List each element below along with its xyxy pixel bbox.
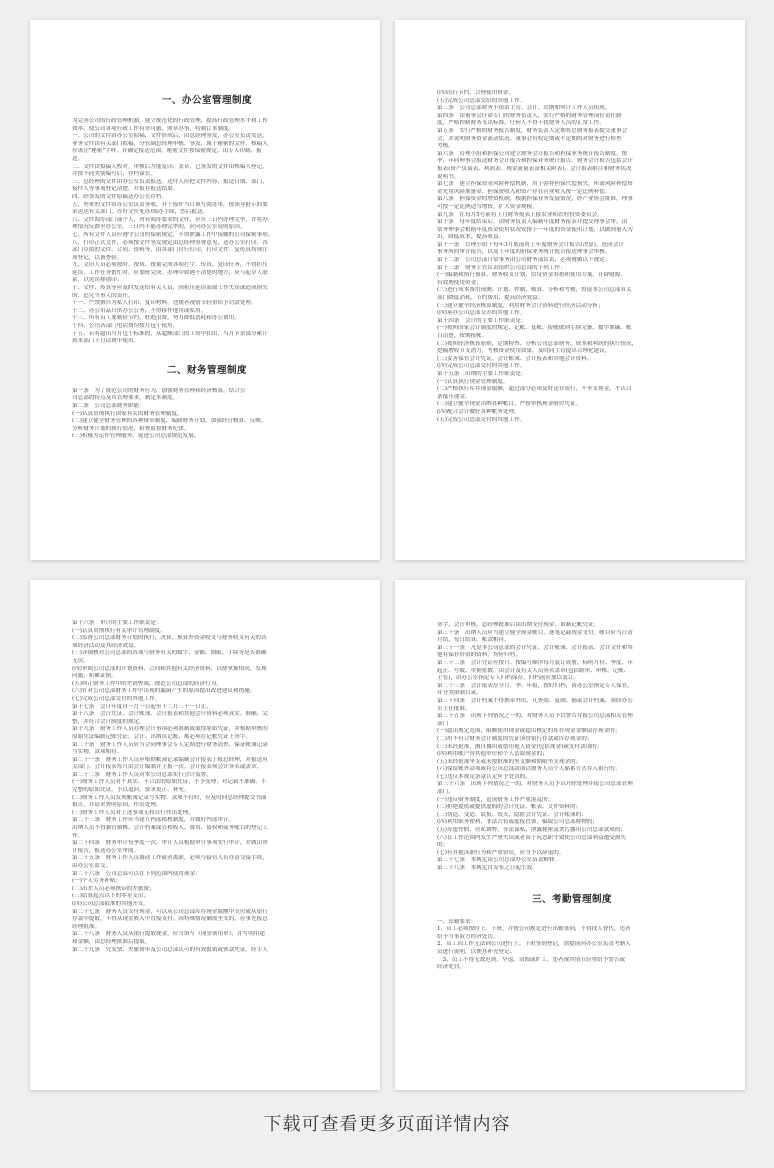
text-line: 第三条 公司总部财务小组由主管、会计、出纳和审计工作人员组成。 <box>437 105 611 112</box>
text-line: 计报告，报送办公室审阅。 <box>72 847 140 854</box>
text-line: 十五、若有超出当月包干标准的，从超额部门的工资中扣出，当月节余部分累计 <box>72 330 268 337</box>
document-page-1 <box>30 20 380 560</box>
text-line: (二)出差人员必须携带的差旅费； <box>72 885 155 892</box>
document-page-2 <box>395 20 745 560</box>
text-line: 第三十三条 会计报表应分月、季、年报，按时归档，由办公室指定专人保管， <box>437 682 633 689</box>
text-line: 并按不同类别编号后，存档保管。 <box>72 171 156 178</box>
text-line: (一)财务工作人员对不真实、不合法的原始凭证，不予受理；对记载不准确、不 <box>72 779 267 786</box>
text-line: 第三十五条 出现下列情况之一的，对财务人员予以警告并报公司总部相关管理 <box>437 713 633 720</box>
page-content <box>437 580 707 1090</box>
text-line: (三)建立健全现金出纳各种帐目，严格审核现金收付凭证。 <box>437 401 582 408</box>
text-line: 目清楚、按期报帐。 <box>437 333 488 339</box>
text-line: 第一条 为了规范公司的财务行为，加强财务管理和经济核算，结合公 <box>72 387 246 394</box>
text-line: 存款中提取，不得从现金收入中直接支付。因特殊情况确需坐支的，应事先报总 <box>72 916 268 923</box>
text-line: 有效地使用资金； <box>437 279 482 286</box>
text-line: (一)超出规定范围，限额使用现金或超出核定的库存现金金额留存现金的； <box>437 728 621 735</box>
text-line: (三)财务工作人员对上述事项无权自行作出处理。 <box>72 809 194 816</box>
text-line: 第三十四条 会计档案不得携带外出，凡查阅、复制、摘录会计档案，须经办公 <box>437 697 633 704</box>
text-line: 第六条 管理小组和担保公司建立财务会计报告和担保业务统计报告制度，按 <box>437 150 628 157</box>
text-line: 第十四条 会计的主要工作职责是： <box>437 317 527 324</box>
text-line: 经理批准。 <box>72 923 100 930</box>
text-line: 五、外来的文件由办公室负责签收，并于接件当日填写阅办单，按领导批示的要 <box>72 201 268 208</box>
text-line: 员进行说明，以便其补充登记。 <box>437 948 516 955</box>
text-line: 延误。工作任务繁忙时，应加班完成。办理中如遇不清楚的地方，应与起草人联 <box>72 269 268 276</box>
text-line: 2、员工因工作无法到公司进行上、下班签到登记，需提前向办公室负责考勤人 <box>437 941 631 948</box>
download-more-caption: 下载可查看更多页面详情内容 <box>263 1114 511 1135</box>
text-line: 第二十一条 财务工作人员应根据帐簿记录编制会计报表上报总经理，并报送有 <box>72 756 268 763</box>
text-line: 为完善公司的行政管理机制，建立规范化的行政管理，提高行政管理水平和工作 <box>72 118 268 124</box>
text-line: (五)未经批准坐支或未按批准的坐支额和期限坐支现金的； <box>437 758 582 765</box>
text-line: 会，并说明财务资金流动状况。董事会有权定期或不定期的对财务进行检查 <box>437 135 622 142</box>
page-content <box>72 20 342 560</box>
text-line: (四)厉行节约，合理使用资金。 <box>437 90 515 96</box>
text-line: 部门降低消耗、节约费用，提高经济效益； <box>437 295 544 302</box>
text-line: (四)利用职务便利，非法占有或虚报冒领、骗取公司总部财物的； <box>437 819 598 826</box>
text-line: 可按一定比例适当增资，扩大资金规模。 <box>437 203 538 210</box>
text-line: (七)完成公司总部交付的其他工作。 <box>72 695 161 702</box>
text-line: 金先用风险准备金、担保费收入和资产存在营业收入按一定比例补偿。 <box>437 188 611 195</box>
text-line: (二)进行成本费用预测、计划、控制、核算、分析和考核，督促本公司总部有关 <box>437 287 632 294</box>
text-line: 第十五条 出纳的主要工作职责是： <box>437 370 527 377</box>
text-line: (三)妥善保管会计凭证、会计账簿、会计报表和其他会计资料。 <box>437 355 593 362</box>
text-line: 到本部门下月话费中使用。 <box>72 338 140 345</box>
text-line: 第十八条 会计凭证、会计帐簿、会计报表和其他会计资料必须真实、准确、完 <box>72 711 268 718</box>
text-line: (二)用不符合财务会计制度的凭证顶替银行存款或库存现金的； <box>437 735 593 742</box>
text-line: 三、总经理的文件由办公室负责报送。送件人应把文件内容，报送日期、部门、 <box>72 178 268 185</box>
text-line: 室主任批准。 <box>437 705 471 712</box>
text-line: (二)严格执行库存现金限额，超过部分必须及时送存银行，不坐支现金，不认白 <box>437 386 632 393</box>
section-heading: 二、财务管理制度 <box>166 364 247 376</box>
text-line: (二)按照经济核算原则，定期检查、分析公司总部财务、成本和利润的执行情况， <box>437 340 638 347</box>
text-line: 与实物、款项相符。 <box>72 749 123 756</box>
text-line: 的，追究当事人的责任。 <box>72 292 134 299</box>
text-line: 第九条 在每月5号前将上月财务报表上报农业和农村投资委员会。 <box>437 211 603 218</box>
text-line: 第三十条 出纳人员应当建立健全现金帐目，逐笔记载现金支付。帐目应当日清 <box>437 629 633 636</box>
text-line: 报告，并请求查明原因，作出处理。 <box>72 802 162 809</box>
text-line: 1、员工必须按时上、下班，并按公司规定进行出勤签到，不得找人替代，违者 <box>437 926 631 933</box>
text-line: 出，降低成本，提高收益。 <box>437 234 505 241</box>
text-line: 分析财务计划的执行情况，检查监督财务纪律。 <box>72 425 190 432</box>
text-line: (五)完成公司总部交付的其他工作。 <box>437 416 526 423</box>
text-line: 系，以免误排错印。 <box>72 277 123 284</box>
text-line: 季、年向理事会报送财务会计报告和担保业务统计报告。财务会计报告包括会计 <box>437 158 633 165</box>
text-line: 给予当事双方经济处罚。 <box>437 933 499 940</box>
text-line: 第二十二条 财务工作人员对本公司总部实行会计监督。 <box>72 771 212 778</box>
text-line: (四)利用帐户替其他单位和个人套取现金的； <box>437 751 548 758</box>
text-line: 第八条 担保资金的增资机制，根据担保业务发展情况，经产业协会批准，理事 <box>437 196 633 203</box>
text-line: 求送达有关部门，办好文件处办/阅办手续，然后报送。 <box>72 209 209 216</box>
text-line: 报表(资产负债表、利润表、现金流量表及相关附表)、会计报表附注和财务状况 <box>437 165 632 172</box>
text-line: 经济处罚。 <box>437 964 465 971</box>
text-line: 第十六条 审计的主要工作职责是： <box>72 620 162 626</box>
text-line: (一)认真贯彻执行国家有关的财务管理制度。 <box>72 410 183 417</box>
text-line: 第三十二条 会计凭证应按月、按编号顺序每月装订成册，标明月份、季度、年 <box>437 659 633 666</box>
text-line: (四)审阅公司总部的计划资料、合同和其他有关经济资料，以便掌握情况，发现 <box>72 665 267 672</box>
text-line: 十、文件、传真等应及时发送给有关人员，因积压延误而致工作失误或造成损失 <box>72 285 268 292</box>
text-line: 第二十五条 财务工作人员调动工作或者离职，必须与接管人员办清交接手续， <box>72 855 268 862</box>
text-line: 挖掘增收节支潜力，考核资金使用效果，及时向主管提出合理化建议。 <box>437 348 611 355</box>
text-line: (二)财务工作人员发现帐簿记录与实物、款项不符时，应及时向总经理提交书面 <box>72 794 267 801</box>
document-page-3 <box>30 580 380 1090</box>
text-line: 第三十一条 凡是本公司总部的会计凭证、会计帐簿、会计报表、会计文件和其 <box>437 644 633 651</box>
page-content <box>72 580 342 1090</box>
text-line: 考核。 <box>437 143 454 150</box>
text-line: (五)弄虚作假、营私舞弊，非法谋私，泄露秘密及贪污挪用公司总部款项的； <box>437 827 626 834</box>
text-line: 七、所有文件人员应遵守公司的保密规定，不得泄露工作中接触的公司保密事项。 <box>72 231 274 238</box>
text-line: 第十一条 管理小组于每年3月底前将上年度财务会计报告(决算)，连同会计 <box>437 241 624 248</box>
text-line: 部门。 <box>437 789 454 796</box>
text-line: (六)在工作范围内发生严重失误或者由于玩忽职守致使公司总部利益遭受损失 <box>437 834 626 841</box>
text-line: 的； <box>437 842 449 849</box>
text-line: 八、打印正式文件，必须按文件签发规定由总经理签署意见，送办公室打印。各 <box>72 239 268 246</box>
text-line: (二)建立健全财务管理的各种规章制度，编制财务计划，加强经营核算，反映、 <box>72 418 267 425</box>
text-line: 第二十六条 公司总部可以在下列范围内使用现金： <box>72 870 201 877</box>
text-line: 效率，使公司各项行政工作有章可循、照章办事，特制订本制度。 <box>72 125 235 132</box>
text-line: 第四条 由董事会任命专门的财务负责人，实行严格的财务管理岗位责任制 <box>437 112 622 119</box>
text-line: 接件人等事项登记清楚，并报存报送结果。 <box>72 186 179 193</box>
text-line: 送。 <box>72 155 84 162</box>
text-line: 月结，每日结算，帐款相符。 <box>437 637 510 644</box>
text-line: 项经济活动及其经济效益。 <box>72 642 140 649</box>
text-line: 签字，会计审核，总经理批准后由出纳支付现金，填制记帐凭证。 <box>437 622 600 628</box>
text-line: 十三、所有员工要勤俭节约，杜绝浪费，努力降低消耗和办公费用。 <box>72 315 240 322</box>
text-line: 关部门。会计报表每月由会计编制并上报一次。会计报表须会计签名或盖章。 <box>72 764 263 771</box>
text-line: 出纳人员不得兼管稽核、会计档案保管和收入、费用、债权和债务帐目的登记工 <box>72 825 268 832</box>
text-line: (五)完成公司总部交给的其他工作。 <box>437 97 526 104</box>
text-line: 第七条 建立担保资金风险补偿机制，用于弥补担保代偿损失，所需风险补偿资 <box>437 181 633 188</box>
text-line: 第十七条 会计年度自一月一日起至十二月三十一日止。 <box>72 703 212 710</box>
text-line: (四)配合会计做好各种帐务处理。 <box>437 408 520 415</box>
text-line: 常务理事会根据年度资金使用状况安排下一年度的资金使用计划，以做到量入为 <box>437 226 633 233</box>
text-line: (三)伪造、变造、谎报、毁灭、隐匿会计凭证、会计帐簿的； <box>437 811 587 818</box>
text-line: 部门草拟的文件、合同、资料等，由各部门自行打印，打印文件、复传真均须注 <box>72 247 268 254</box>
text-line: 六、文件阅办部门或个人，对有阅办要求的文件，应在三日内办理完毕，并将办 <box>72 216 268 223</box>
text-line: 第三十七条 本规定由公司总部办公室负责解释。 <box>437 857 561 864</box>
text-line: (一)个人劳务补贴； <box>72 878 122 885</box>
text-line: 四、经签发的文件原稿送办公室存档。 <box>72 193 168 200</box>
text-line: 第二十条 财务工作人员应当会同理事会专人定期进行财务清查，保证帐簿记录 <box>72 741 268 748</box>
text-line: (二)监督公司总部财务计划的执行，决算、预算外资金收支与财务收支有关的各 <box>72 635 267 642</box>
section-heading: 三、考勤管理制度 <box>531 893 612 905</box>
text-line: 和金额，由总经理批准后提取。 <box>72 938 151 945</box>
text-line: 主管)，由办公室指定专人归档保存，归档前应加以装订。 <box>437 675 580 682</box>
text-line: 一、公司的文件由办公室拟稿，文件形成后，由总经理签发，办公室负责发送。 <box>72 133 268 140</box>
text-line: (一)按照国家会计制度的规定、记帐、复帐、报帐做到手续完备、数字准确、帐 <box>437 325 632 332</box>
text-line: 第二十四条 财务审计每季度一次。审计人员根据审计事项实行审计，并做出审 <box>72 840 268 847</box>
text-line: 第五条 实行严格的财务报告制度，财务负责人定期将总财务报表提交董事会 <box>437 127 628 134</box>
text-line: 第十二条 公司总部日常事务由公司财务部负责，必须遵循以下规定： <box>437 257 611 264</box>
text-line: 第十九条 财务工作人员办理会计事项必须填制或取得原始凭证，并根据审核的 <box>72 726 268 733</box>
text-line: (一)编制和执行预算、财务收支计划、信贷资金筹措和使用方案，开辟财源， <box>437 272 626 279</box>
text-line: 3、员工不得无故迟到、早退、请假或旷工，违者视其情节轻重给予警告或 <box>437 956 626 963</box>
text-line: (三)结算起点以下的零星支出； <box>72 893 150 900</box>
text-line: 问题，积累证据。 <box>72 673 117 680</box>
text-line: (六)针对公司总部财务工作中出现的漏洞产生的原因提出改进建议和措施。 <box>72 688 256 695</box>
text-line: 起止、号数、单据张数，由会计及有关人员签名盖章(包括制单、审核、记帐、 <box>437 667 630 674</box>
text-line: 九、文印人员必须按时、按质、按量完成各项打字、传真、复印任务，不得拒压 <box>72 262 268 269</box>
text-line: 第十条 每年度结束后，由财务负责人编制年度财务报表并提交理事会审，由 <box>437 219 628 226</box>
text-line: 度，严格控制财务支出标准，任何人不得干扰财务人员的正常工作。 <box>437 120 605 127</box>
text-line: (七)违反本规定条款认定应予处罚的。 <box>437 773 531 780</box>
text-line: 部门 <box>437 720 449 727</box>
text-line: 第二十九条 凭发票、差旅费单及公司总部认可的有效报销或领款凭证，经手人 <box>72 946 268 953</box>
text-line: 他有保存价值的资料，均应归档。 <box>437 652 521 659</box>
text-line: (七)有其他渎职行为和严重错误，应当予以辞退的。 <box>437 849 565 856</box>
text-line: 整，并符合会计制度的规定。 <box>72 718 145 725</box>
text-line: (一)违反财务制度，造成财务工作严重混乱的； <box>437 796 554 803</box>
text-line: 条抵压现金。 <box>437 393 471 400</box>
text-line: 项登记，以备查验。 <box>72 254 123 261</box>
text-line: (四)承办公司总部交办的其他工作。 <box>437 310 526 317</box>
text-line: (一)认真贯彻执行有关审计管理制度。 <box>72 627 166 634</box>
text-line: (一)认真执行现金管理制度。 <box>437 378 509 385</box>
text-line: 十四、公司各部门电话费均按月包干使用。 <box>72 323 179 330</box>
text-line: (二)拒绝提供或提供虚假的会计凭证、帐表、文件资料的； <box>437 804 582 811</box>
text-line: 无误。 <box>72 657 89 664</box>
text-line: 作。 <box>72 832 84 839</box>
text-line: (六)保留帐外款项或将公司总部款项以财务人员个人储蓄方式存入银行的； <box>437 766 621 773</box>
text-line: 原始凭证编制记账凭证。会计、出纳员记账，都必须在记帐凭证上签字。 <box>72 733 252 740</box>
text-line: (三)积极为运作管理服务，促进公司总部规范发展。 <box>72 433 200 440</box>
text-line: 第二条 公司总部财务职能： <box>72 403 145 409</box>
text-line: 第二十三条 财务工作应当建立内部稽核制度，并做好内部审计。 <box>72 817 235 824</box>
text-line: 应该注"秘密"字样，并确定报送范围。秘密文件按保密规定，由专人印制、报 <box>72 148 262 155</box>
text-line: (四)公司总部批准的其他开支。 <box>72 900 150 907</box>
text-line: 第三十六条 出现下列情况之一的，对财务人员予以开除处理并报公司总部管理 <box>437 781 633 788</box>
page-content <box>437 20 707 560</box>
document-page-4 <box>395 580 745 1090</box>
text-line: 事务所的审计报告，以及上年度的担保业务统计报告报送理事会审核。 <box>437 249 611 256</box>
text-line: (五)纠正财务工作中的差错弊端，规范公司总部的经济行为。 <box>72 680 222 687</box>
text-line: 十一、严禁擅自为私人打印、复印材料，违规者视情节轻重给予罚款处理。 <box>72 300 257 307</box>
text-line: 第十三条 财务主管负责组织公司总部的下列工作： <box>437 264 566 271</box>
text-line: (三)未经批准，擅自挪用或借用他人资金(包括现金)或支付款项的； <box>437 743 603 750</box>
text-line: (四)完成公司总部交付的其他工作。 <box>437 363 526 370</box>
text-line: 完整的原始凭证，予以退回，要求更正、补充。 <box>72 787 190 794</box>
text-line: 一、出勤要求： <box>437 918 477 925</box>
text-line: (三)建立健全经济核算制度，利用财务会计资料进行经济活动分析； <box>437 302 604 309</box>
text-line: 第二十八条 财务人员从银行提取现金，应当填写《现金领用单》，并写明用途 <box>72 931 265 938</box>
text-line: 十二、办公用品只供办公公务，不得移作他用或私用。 <box>72 307 207 314</box>
text-line: (三)详细核对公司总部的各项与财务有关的数字、金额、期限、手续等是否准确 <box>72 650 267 657</box>
section-heading: 一、办公室管理制度 <box>161 95 252 106</box>
text-line: 二、文件由拟稿人校对，审核后方能复印、盖章，已签发的文件由核稿人登记， <box>72 163 268 170</box>
text-line: 业务文件由有关部门拟稿，分管副总经理审核、签发，属于秘密的文件，核稿人 <box>72 140 268 147</box>
text-line: 第二十七条 财务人员支付现金，可以从公司总部库存现金限额中支付或从银行 <box>72 908 268 915</box>
text-line: 司总部的特点及其管理要求，制定本制度。 <box>72 395 179 402</box>
text-line: 由办公室监交。 <box>72 863 112 869</box>
text-line: 第三十八条 本规定自发布之日起生效。 <box>437 865 538 871</box>
text-line: 并分类填制目录。 <box>437 690 482 697</box>
text-line: 说明书。 <box>437 173 460 180</box>
text-line: 理情况反馈至办公室。三日内不能办理完毕的，应向办公室说明原因。 <box>72 224 246 231</box>
